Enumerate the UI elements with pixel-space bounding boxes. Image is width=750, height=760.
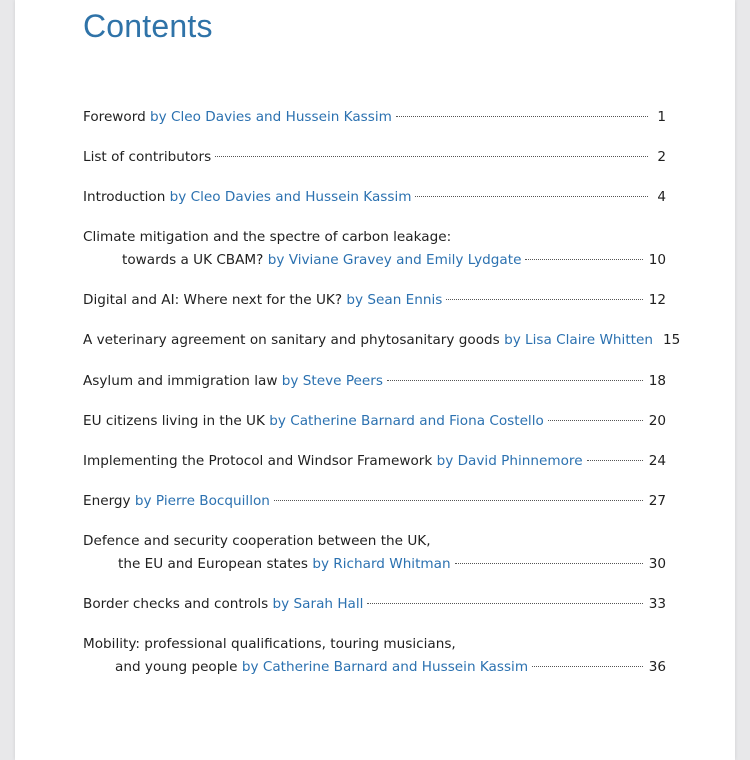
- entry-title-line2: the EU and European states: [118, 556, 308, 572]
- entry-page-number: 2: [657, 149, 666, 165]
- entry-author: by Catherine Barnard and Fiona Costello: [269, 413, 544, 429]
- toc-entry-defence[interactable]: [83, 530, 666, 575]
- entry-author: by Sarah Hall: [272, 596, 364, 612]
- leader-dots: [367, 603, 642, 604]
- entry-page-number: 1: [657, 109, 666, 125]
- toc-entry-eu-citizens[interactable]: [83, 410, 666, 432]
- toc-entry-asylum[interactable]: [83, 370, 666, 392]
- entry-page-number: 24: [648, 453, 666, 469]
- entry-page-number: 15: [662, 332, 681, 348]
- entry-author: by Catherine Barnard and Hussein Kassim: [241, 659, 529, 675]
- contents-heading: Contents: [83, 8, 213, 44]
- entry-page-number: 27: [648, 493, 666, 509]
- entry-author: by Richard Whitman: [312, 556, 451, 572]
- toc-entry-climate[interactable]: [83, 226, 666, 271]
- entry-page-number: 20: [648, 413, 666, 429]
- leader-dots: [415, 196, 648, 197]
- entry-title-line1: Defence and security cooperation between the UK,: [83, 533, 431, 549]
- leader-dots: [215, 156, 648, 157]
- entry-title: List of contributors: [83, 149, 212, 165]
- entry-author: by Viviane Gravey and Emily Lydgate: [267, 252, 522, 268]
- leader-dots: [387, 380, 643, 381]
- entry-title: Asylum and immigration law: [83, 373, 278, 389]
- toc-entry-contributors[interactable]: [83, 146, 666, 168]
- leader-dots: [532, 666, 643, 667]
- entry-page-number: 30: [648, 556, 666, 572]
- entry-author: by Pierre Bocquillon: [134, 493, 270, 509]
- entry-author: by Steve Peers: [281, 373, 383, 389]
- entry-title-line2: towards a UK CBAM?: [122, 252, 264, 268]
- toc-entry-foreword[interactable]: [83, 106, 666, 128]
- entry-title: Implementing the Protocol and Windsor Framework: [83, 453, 433, 469]
- leader-dots: [548, 420, 643, 421]
- entry-title: Foreword: [83, 109, 146, 125]
- entry-author: by David Phinnemore: [436, 453, 583, 469]
- entry-title: A veterinary agreement on sanitary and phytosanitary goods: [83, 332, 500, 348]
- leader-dots: [525, 259, 642, 260]
- entry-title: EU citizens living in the UK: [83, 413, 265, 429]
- leader-dots: [587, 460, 643, 461]
- document-page: [15, 0, 735, 760]
- entry-title: Border checks and controls: [83, 596, 269, 612]
- entry-page-number: 36: [648, 659, 666, 675]
- leader-dots: [446, 299, 642, 300]
- toc-entry-protocol[interactable]: [83, 450, 666, 472]
- entry-page-number: 12: [648, 292, 666, 308]
- toc-entry-border-checks[interactable]: [83, 593, 666, 615]
- toc-entry-energy[interactable]: [83, 490, 666, 512]
- entry-title: Digital and AI: Where next for the UK?: [83, 292, 343, 308]
- entry-page-number: 18: [648, 373, 666, 389]
- entry-author: by Sean Ennis: [346, 292, 443, 308]
- entry-title: Introduction: [83, 189, 166, 205]
- entry-page-number: 33: [648, 596, 666, 612]
- entry-author: by Cleo Davies and Hussein Kassim: [169, 189, 412, 205]
- entry-page-number: 4: [657, 189, 666, 205]
- entry-title: Energy: [83, 493, 131, 509]
- leader-dots: [396, 116, 648, 117]
- leader-dots: [455, 563, 643, 564]
- entry-title-line2: and young people: [115, 659, 238, 675]
- leader-dots: [274, 500, 643, 501]
- toc-entry-mobility[interactable]: [83, 633, 666, 678]
- entry-title-line1: Climate mitigation and the spectre of carbon leakage:: [83, 229, 452, 245]
- entry-page-number: 10: [648, 252, 666, 268]
- toc-entry-introduction[interactable]: [83, 186, 666, 208]
- entry-author: by Cleo Davies and Hussein Kassim: [150, 109, 392, 125]
- entry-author: by Lisa Claire Whitten: [504, 332, 653, 348]
- toc-entry-veterinary[interactable]: [83, 329, 681, 351]
- entry-title-line1: Mobility: professional qualifications, touring musicians,: [83, 636, 456, 652]
- toc-entry-digital-ai[interactable]: [83, 289, 666, 311]
